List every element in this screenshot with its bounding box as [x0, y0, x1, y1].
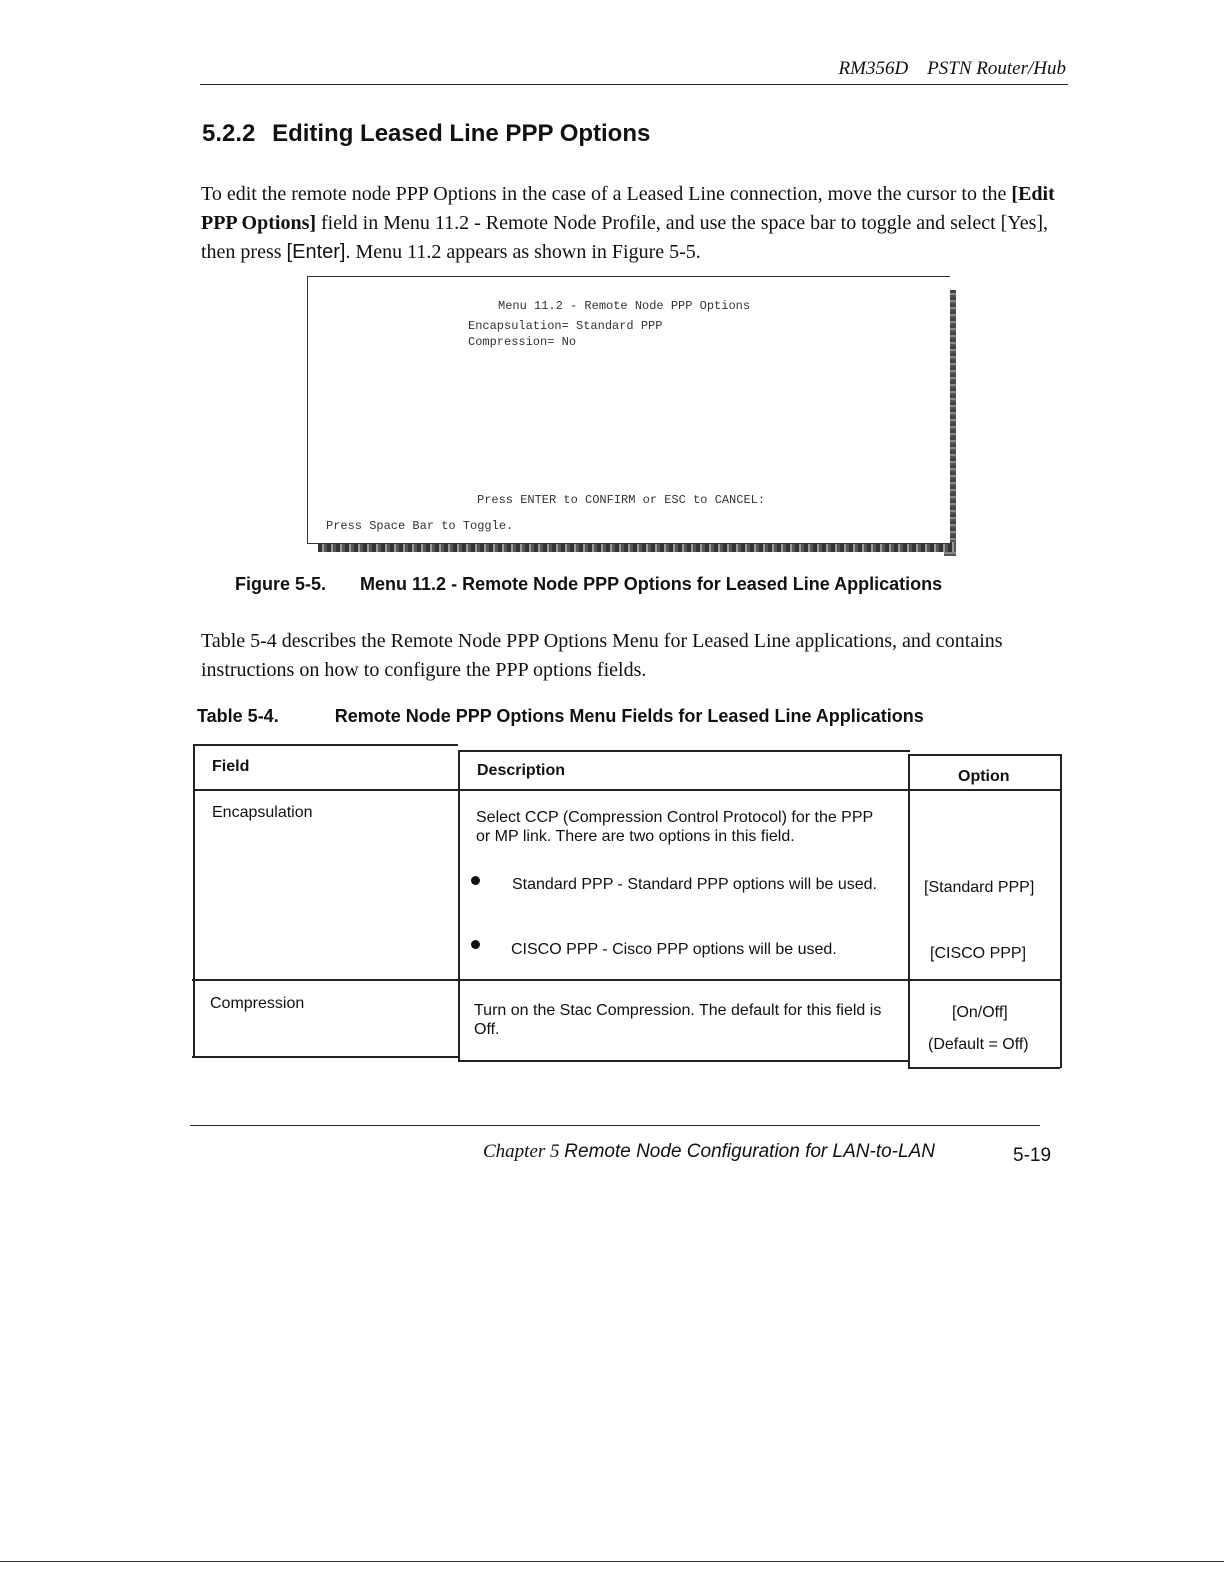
screen-encapsulation-line: Encapsulation= Standard PPP: [468, 319, 663, 333]
cell-field-encapsulation: Encapsulation: [212, 804, 313, 821]
intro-text-1: To edit the remote node PPP Options in the case of a Leased Line connection, move the cursor to the: [201, 183, 1012, 205]
table-rule: [910, 754, 1062, 756]
footer-chapter: [483, 1141, 935, 1163]
bullet-icon: [471, 940, 480, 949]
screen-prompt: Press ENTER to CONFIRM or ESC to CANCEL:: [477, 493, 766, 507]
scan-edge-line: [0, 1561, 1224, 1562]
table-rule: [192, 1056, 460, 1058]
table-rule: [908, 1067, 1060, 1069]
figure-label: Figure 5-5.: [235, 574, 327, 594]
table-rule: [458, 750, 910, 752]
table-intro-paragraph: Table 5-4 describes the Remote Node PPP Options Menu for Leased Line applications, and contains instructions on how to configure the PPP options fields.: [201, 630, 1003, 681]
cell-field-compression: Compression: [210, 995, 305, 1012]
footer-chapter-title: Remote Node Configuration for LAN-to-LAN: [564, 1141, 935, 1162]
header-rule: [200, 84, 1068, 85]
option-default: (Default = Off): [928, 1036, 1029, 1053]
intro-text-2: field in Menu 11.2 - Remote Node Profile, and use the space bar to toggle and select [Yes], then press: [201, 212, 1049, 263]
section-heading: [202, 120, 650, 148]
option-on-off: [On/Off]: [952, 1004, 1008, 1021]
table-rule: [908, 754, 910, 1068]
screen-menu-title: Menu 11.2 - Remote Node PPP Options: [498, 299, 751, 313]
header-field: Field: [212, 758, 250, 775]
section-title: Editing Leased Line PPP Options: [272, 120, 651, 147]
bullet-icon: [471, 876, 480, 885]
bullet-cisco-ppp: CISCO PPP - Cisco PPP options will be used.: [511, 941, 837, 958]
bullet-standard-ppp: Standard PPP - Standard PPP options will be used.: [512, 876, 877, 893]
table-rule: [1060, 754, 1062, 1068]
intro-bold-field: [Edit PPP Options]: [201, 183, 1055, 234]
table-rule: [194, 744, 458, 746]
table-title: Remote Node PPP Options Menu Fields for Leased Line Applications: [334, 706, 924, 726]
table-rule: [192, 979, 1062, 981]
option-standard-ppp: [Standard PPP]: [924, 879, 1035, 896]
page-number: 5-19: [1013, 1145, 1052, 1166]
screen-compression-line: Compression= No: [468, 335, 577, 349]
section-number: 5.2.2: [202, 120, 256, 147]
footer-rule: [190, 1125, 1040, 1126]
terminal-screen: [307, 276, 950, 544]
figure-title: Menu 11.2 - Remote Node PPP Options for Leased Line Applications: [360, 574, 943, 594]
table-rule: [193, 744, 195, 1057]
table-rule: [458, 750, 460, 1061]
header-description: Description: [477, 762, 566, 779]
table-rule: [458, 1060, 910, 1062]
intro-enter-key: [Enter]: [286, 241, 346, 263]
table-rule: [194, 789, 1062, 791]
table-caption: [197, 706, 924, 727]
figure-caption: [235, 574, 942, 595]
intro-text-3: . Menu 11.2 appears as shown in Figure 5-5.: [345, 241, 701, 263]
screen-status-line: Press Space Bar to Toggle.: [326, 519, 514, 533]
header-option: Option: [958, 768, 1010, 785]
cell-description-encapsulation: Select CCP (Compression Control Protocol) for the PPP or MP link. There are two options in this field.: [476, 809, 873, 845]
running-header: RM356D PSTN Router/Hub: [838, 58, 1066, 79]
cell-description-compression: Turn on the Stac Compression. The default for this field is Off.: [474, 1002, 882, 1038]
table-label: Table 5-4.: [197, 706, 279, 726]
footer-chapter-number: Chapter 5: [483, 1141, 560, 1162]
option-cisco-ppp: [CISCO PPP]: [930, 945, 1027, 962]
intro-paragraph: [201, 180, 1071, 267]
